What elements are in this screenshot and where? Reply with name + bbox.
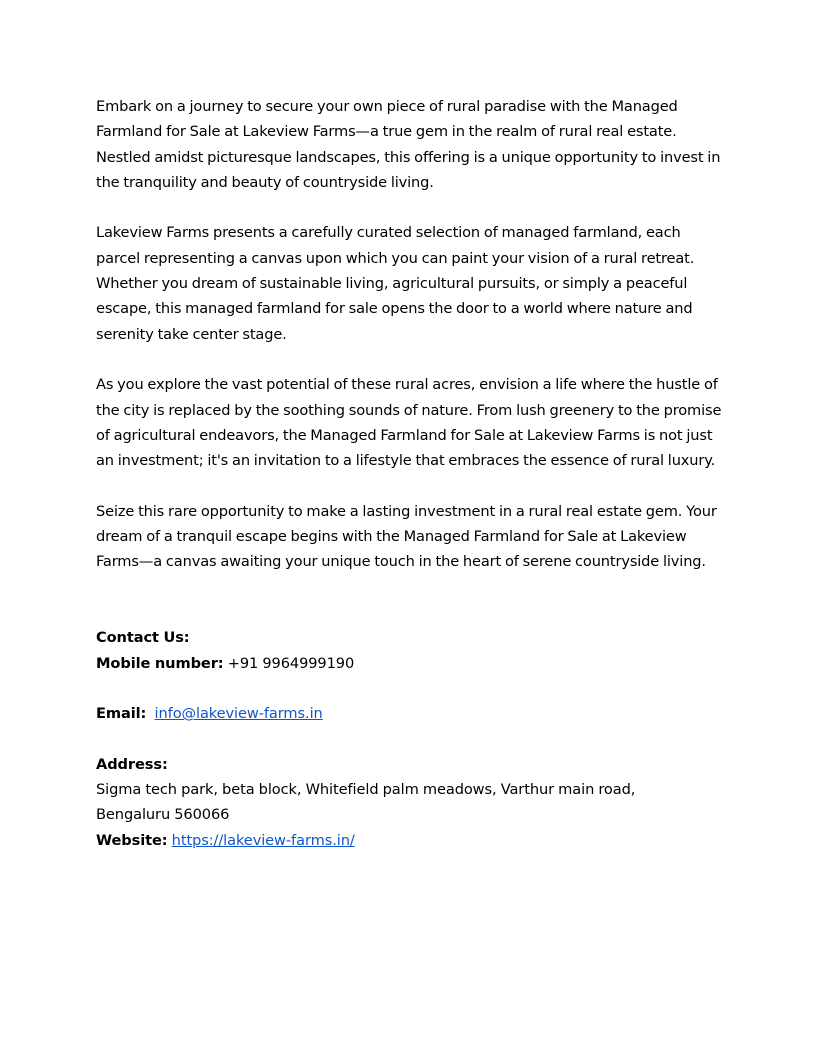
mobile-label: Mobile number:	[96, 654, 224, 672]
document-page	[96, 94, 724, 853]
intro-paragraph: Embark on a journey to secure your own piece of rural paradise with the Managed Farmland for Sale at Lakeview Farms—a true gem in the realm of rural real estate. Nestled amidst picturesque landscapes, this offering is a unique opportunity to invest in the tranquility and beauty of countryside living.	[96, 98, 721, 191]
website-label: Website:	[96, 831, 168, 849]
email-label: Email:	[96, 705, 147, 723]
spacer	[96, 676, 724, 701]
mobile-value: +91 9964999190	[227, 654, 355, 672]
address-label: Address:	[96, 755, 168, 773]
contact-heading: Contact Us:	[96, 629, 190, 647]
email-link[interactable]: info@lakeview-farms.in	[154, 705, 323, 723]
website-link[interactable]: https://lakeview-farms.in/	[171, 831, 355, 849]
contact-section	[96, 625, 724, 853]
offering-paragraph: Lakeview Farms presents a carefully curated selection of managed farmland, each parcel representing a canvas upon which you can paint your vision of a rural retreat. Whether you dream of sustainable living, agricultural pursuits, or simply a peaceful escape, this managed farmland for sale opens the door to a world where nature and serenity take center stage.	[96, 224, 695, 343]
address-line-2: Bengaluru 560066	[96, 806, 230, 824]
email-line	[96, 701, 724, 726]
mobile-line	[96, 651, 724, 676]
website-line	[96, 828, 724, 853]
lifestyle-paragraph: As you explore the vast potential of these rural acres, envision a life where the hustle of the city is replaced by the soothing sounds of nature. From lush greenery to the promise of agricultural endeavors, the Managed Farmland for Sale at Lakeview Farms is not just an investment; it's an invitation to a lifestyle that embraces the essence of rural luxury.	[96, 376, 722, 470]
spacer	[96, 726, 724, 751]
closing-paragraph: Seize this rare opportunity to make a lasting investment in a rural real estate gem. Your dream of a tranquil escape begins with the Managed Farmland for Sale at Lakeview Farms—a canvas awaiting your unique touch in the heart of serene countryside living.	[96, 502, 717, 571]
address-line-1: Sigma tech park, beta block, Whitefield palm meadows, Varthur main road,	[96, 781, 636, 799]
